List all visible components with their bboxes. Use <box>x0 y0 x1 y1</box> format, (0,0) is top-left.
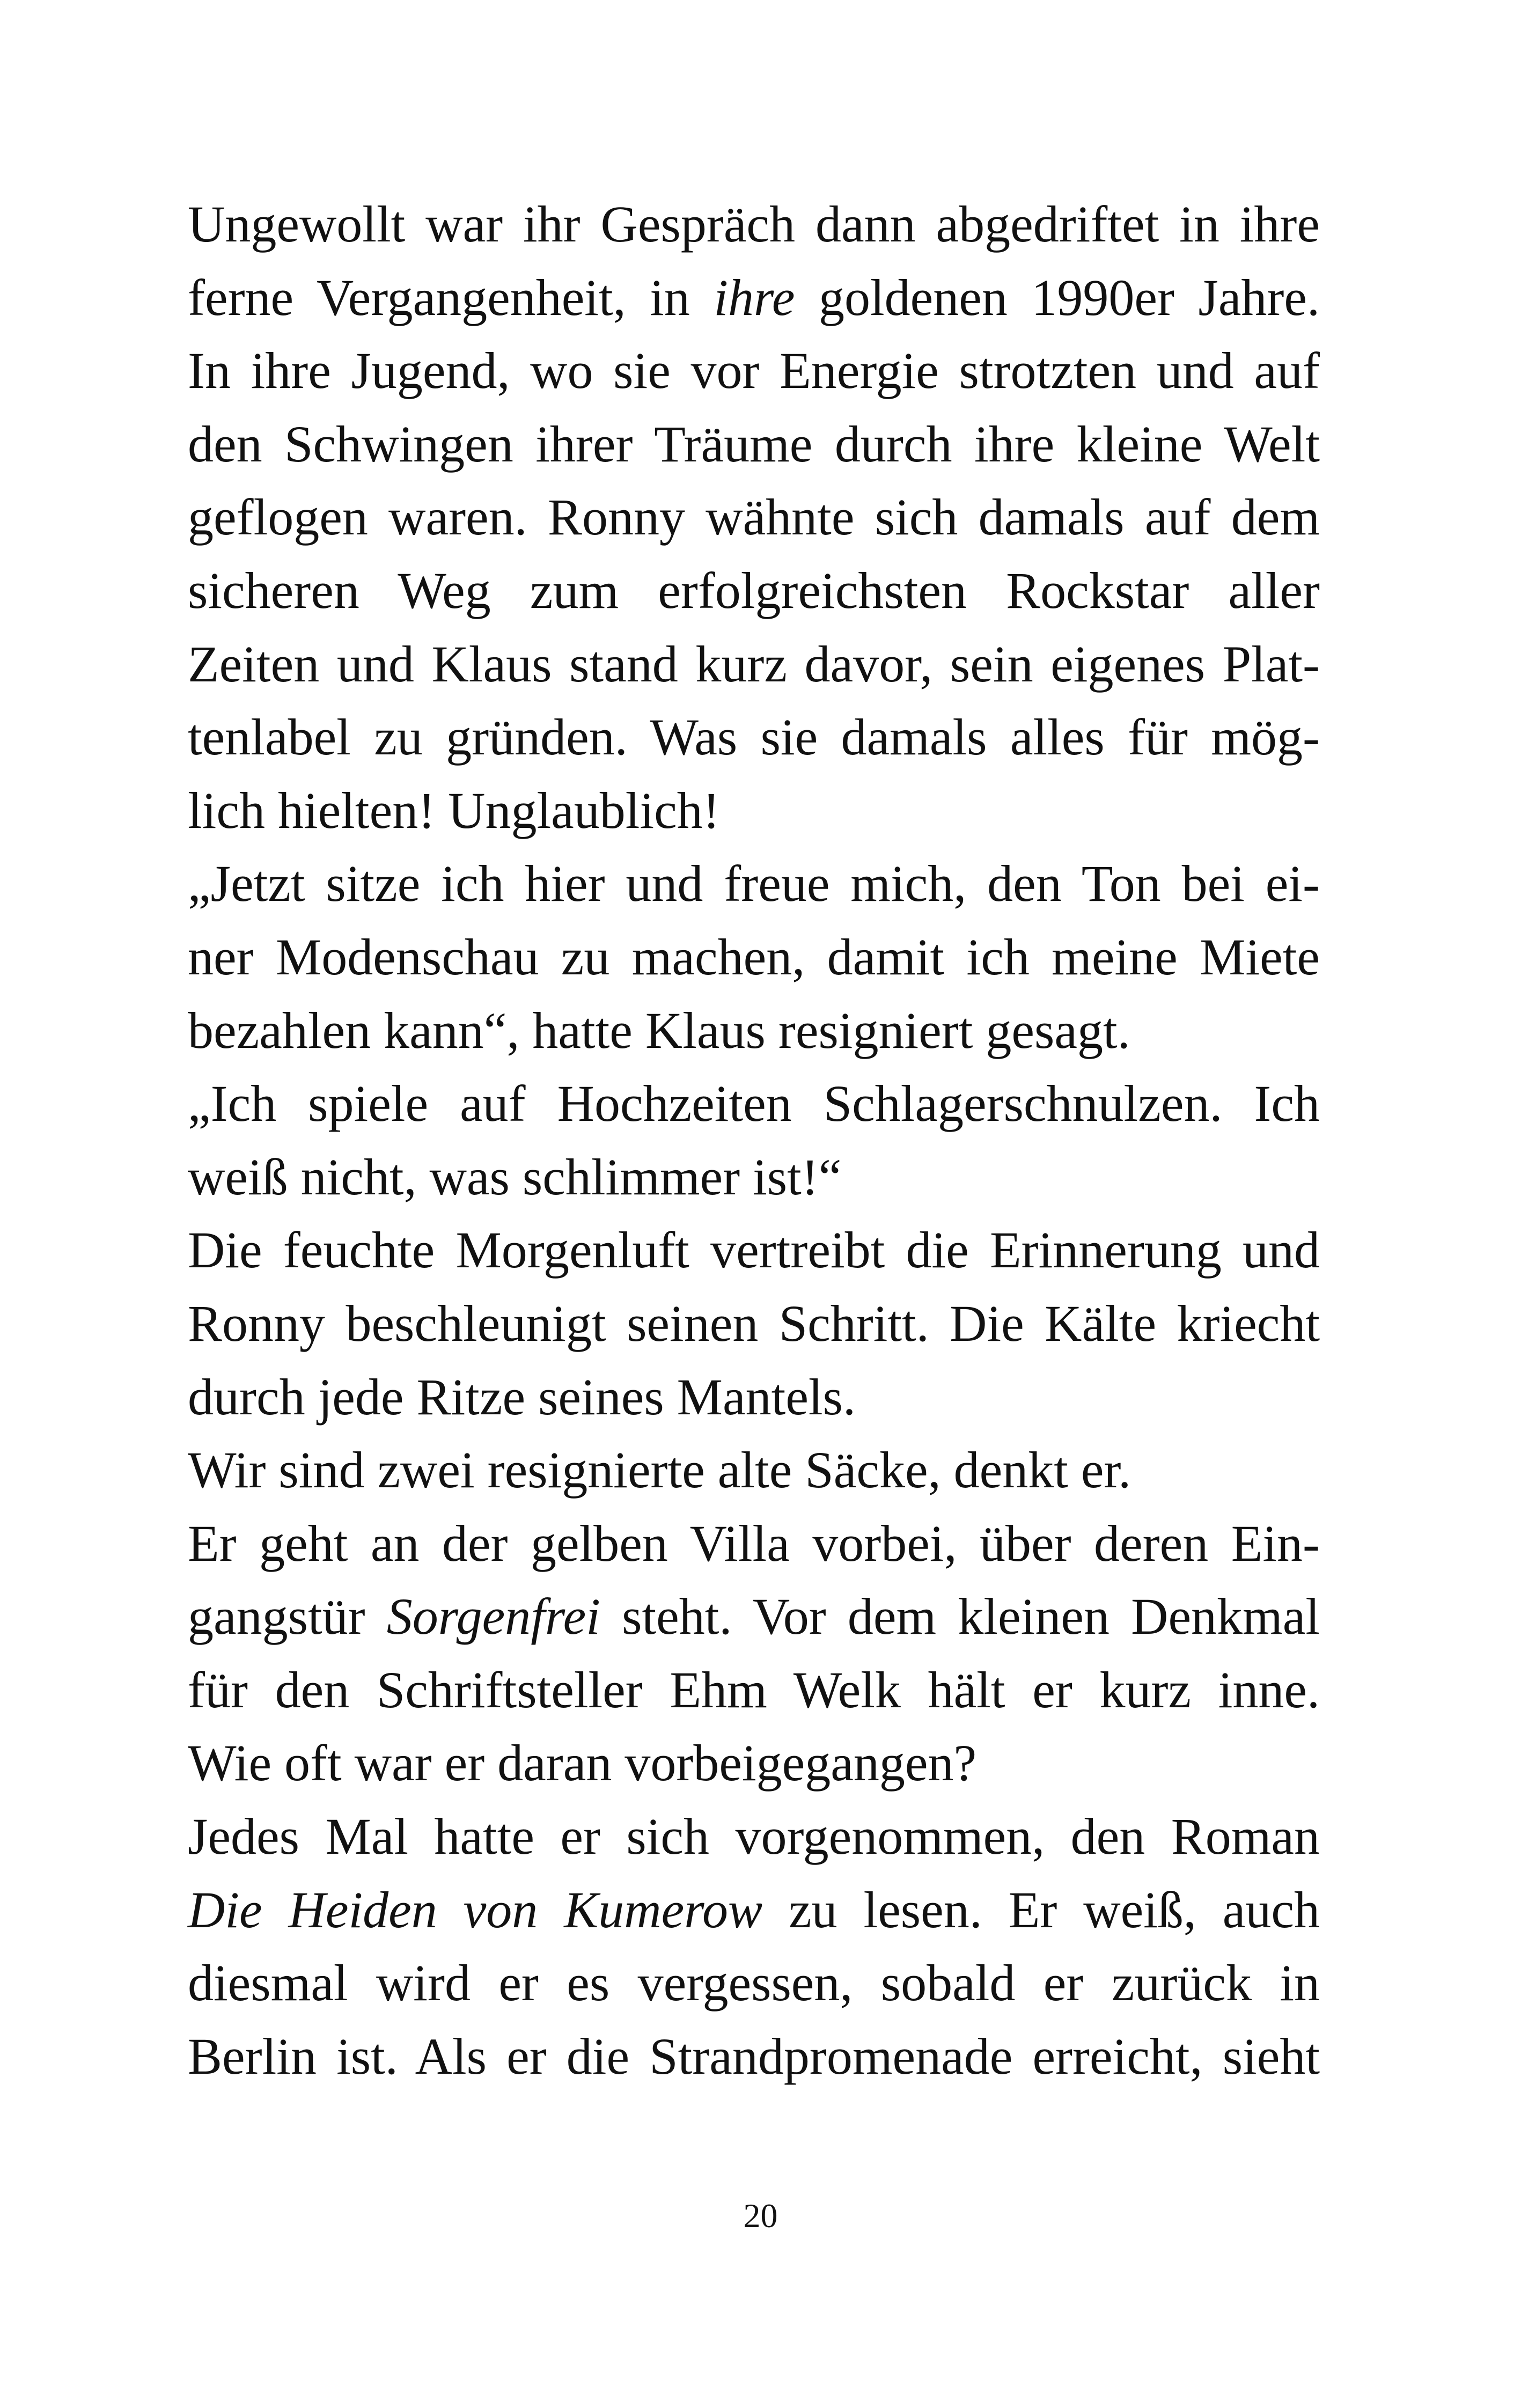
text-line <box>188 1287 1320 1361</box>
text-run: Jedes Mal hatte er sich vorgenommen, den Roman <box>188 1808 1320 1866</box>
text-run: zu lesen. Er weiß, auch <box>762 1881 1320 1939</box>
text-run: ferne Vergangenheit, in <box>188 268 714 326</box>
italic-text: ihre <box>714 268 795 326</box>
text-run: In ihre Jugend, wo sie vor Energie strotzten und auf <box>188 342 1320 400</box>
text-line <box>188 994 1320 1068</box>
text-run: geflogen waren. Ronny wähnte sich damals auf dem <box>188 488 1320 546</box>
text-run: „Ich spiele auf Hochzeiten Schlagerschnulzen. Ich <box>188 1075 1320 1133</box>
text-line <box>188 1361 1320 1434</box>
text-line <box>188 1874 1320 1947</box>
text-line <box>188 1141 1320 1214</box>
text-line <box>188 1507 1320 1581</box>
text-line <box>188 921 1320 994</box>
text-line <box>188 261 1320 335</box>
text-line <box>188 701 1320 774</box>
text-run: goldenen 1990er Jahre. <box>795 268 1320 326</box>
text-line <box>188 1800 1320 1874</box>
text-run: „Jetzt sitze ich hier und freue mich, den Ton bei ei- <box>188 855 1320 913</box>
text-run: Ungewollt war ihr Gespräch dann abgedriftet in ihre <box>188 195 1320 253</box>
text-run: Die feuchte Morgenluft vertreibt die Erinnerung und <box>188 1221 1320 1279</box>
text-line <box>188 1214 1320 1287</box>
text-run: gangstür <box>188 1588 387 1646</box>
text-run: sicheren Weg zum erfolgreichsten Rockstar aller <box>188 561 1320 619</box>
text-line <box>188 1067 1320 1141</box>
italic-text: Die Heiden von Kumerow <box>188 1881 763 1939</box>
text-run: ner Modenschau zu machen, damit ich meine Miete <box>188 928 1320 986</box>
text-line <box>188 1434 1320 1507</box>
text-run: lich hielten! Unglaublich! <box>188 781 720 839</box>
text-run: Zeiten und Klaus stand kurz davor, sein eigenes Plat- <box>188 635 1320 693</box>
text-line <box>188 774 1320 848</box>
text-run: tenlabel zu gründen. Was sie damals alles für mög- <box>188 708 1320 766</box>
text-run: Ronny beschleunigt seinen Schritt. Die Kälte kriecht <box>188 1294 1320 1352</box>
text-run: Wir sind zwei resignierte alte Säcke, denkt er. <box>188 1441 1131 1499</box>
text-line <box>188 1727 1320 1800</box>
text-run: Wie oft war er daran vorbeigegangen? <box>188 1734 977 1792</box>
text-line <box>188 1654 1320 1727</box>
text-line <box>188 847 1320 921</box>
text-run: für den Schriftsteller Ehm Welk hält er kurz inne. <box>188 1661 1320 1719</box>
text-line <box>188 481 1320 554</box>
text-run: Er geht an der gelben Villa vorbei, über deren Ein- <box>188 1514 1320 1572</box>
text-line <box>188 554 1320 628</box>
text-line <box>188 628 1320 701</box>
text-line <box>188 334 1320 408</box>
text-run: durch jede Ritze seines Mantels. <box>188 1368 856 1426</box>
text-line <box>188 188 1320 261</box>
text-run: steht. Vor dem kleinen Denkmal <box>600 1588 1320 1646</box>
text-run: weiß nicht, was schlimmer ist!“ <box>188 1148 842 1206</box>
body-text <box>188 188 1320 2093</box>
text-line <box>188 408 1320 481</box>
text-run: den Schwingen ihrer Träume durch ihre kleine Welt <box>188 415 1320 473</box>
text-run: Berlin ist. Als er die Strandpromenade erreicht, sieht <box>188 2027 1320 2085</box>
text-line <box>188 1947 1320 2020</box>
text-run: bezahlen kann“, hatte Klaus resigniert gesagt. <box>188 1001 1130 1059</box>
text-run: diesmal wird er es vergessen, sobald er zurück in <box>188 1954 1320 2012</box>
text-line <box>188 1580 1320 1654</box>
italic-text: Sorgenfrei <box>386 1588 600 1646</box>
text-line <box>188 2020 1320 2094</box>
page-number: 20 <box>743 2197 778 2235</box>
